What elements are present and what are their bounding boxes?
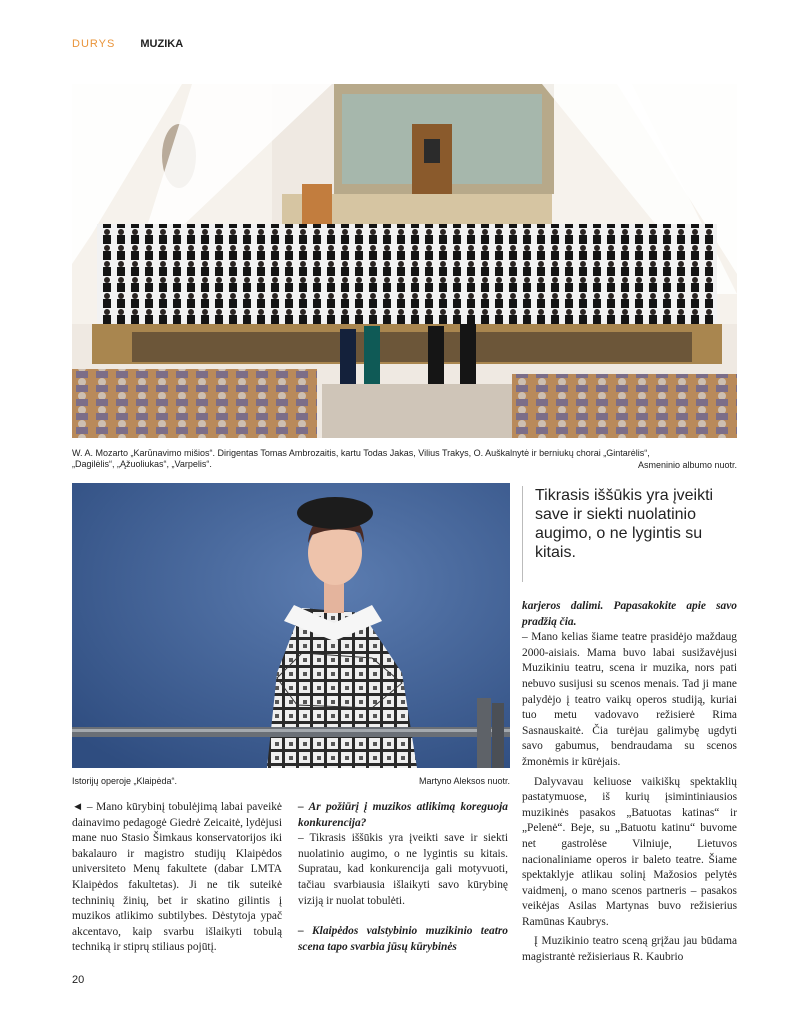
choir-concert-photo xyxy=(72,84,737,438)
opera-photo-caption: Istorijų operoje „Klaipėda“. xyxy=(72,776,178,786)
choir-photo-caption: W. A. Mozarto „Karūnavimo mišios“. Dirigentas Tomas Ambrozaitis, kartu Todas Jakas, Vilius Trakys, O. Auškalnytė ir berniukų chorai „Gintarėlis“, „Dagilėlis“, „Ąžuoliukas“, „Varpelis“. xyxy=(72,448,650,469)
opera-photo-credit: Martyno Aleksos nuotr. xyxy=(418,776,510,786)
interview-question: – Klaipėdos valstybinio muzikinio teatro scena tapo svarbia jūsų kūrybinės xyxy=(298,925,508,953)
page-number: 20 xyxy=(72,974,85,986)
page-header xyxy=(72,38,183,50)
interview-answer: – Mano kelias šiame teatre prasidėjo maždaug 2000-aisiais. Mama buvo labai susižavėjusi Muzikiniu teatru, scena ir muzika, nors pati nebuvo susijusi su scenos menais. Tad ji mane palydėjo į teatro vaikų operos studiją, kuriai tuo metu vadovavo režisierė Rima Sasnauskaitė. Čia turėjau galimybę ugdyti savo gabumus, bendraudama su scenos žmonėmis ir kūrėjais. xyxy=(522,631,737,768)
magazine-brand: DURYS xyxy=(72,38,116,50)
choir-photo-credit: Asmeninio albumo nuotr. xyxy=(637,460,737,470)
interview-question-end: karjeros dalimi. Papasakokite apie savo pradžią čia. xyxy=(522,600,737,628)
interview-question: – Ar požiūrį į muzikos atlikimą koreguoja konkurencija? xyxy=(298,801,508,829)
paragraph: ◄ – Mano kūrybinį tobulėjimą labai paveikė dainavimo pedagogė Giedrė Zeicaitė, lydėjusi mane nuo Stasio Šimkaus konservatorijos iki bakalauro ir magistro studijų Klaipėdos universiteto Menų fakultete (dabar LMTA Klaipėdos fakultetas). Ji ne tik suteikė techninių žinių, bet ir skatino gilintis į muzikos atlikimo subtilybes. Dėstytoja ypač akcentavo, kaip svarbu išlaikyti tobulą techniką ir stiprų stiliaus pojūtį. xyxy=(72,801,282,954)
opera-singer-photo xyxy=(72,483,510,768)
article-column-3 xyxy=(522,599,737,966)
paragraph: Į Muzikinio teatro sceną grįžau jau būdama magistrantė režisieriaus R. Kaubrio xyxy=(522,935,737,964)
article-column-1 xyxy=(72,800,282,956)
continuation-arrow-icon: ◄ xyxy=(72,801,84,813)
pull-quote: Tikrasis iššūkis yra įveikti save ir siekti nuolatinio augimo, o ne lygintis su kitais. xyxy=(522,486,737,582)
article-column-2 xyxy=(298,800,508,955)
paragraph: Dalyvavau keliuose vaikiškų spektaklių pastatymuose, iš kurių įsimintiniausios muzikinės pasakos „Batuotas katinas“ ir „Pelenė“. Beje, su „Batuotu katinu“ buvome net gastrolėse Vilniuje, Lietuvos nacionaliniame operos ir baleto teatre. Šiame spektaklyje atlikau solinį Mažosios pelytės vaidmenį, o mano scenos partneris – pasakos veikėjas Asilas Martynas buvo režisierius Ramūnas Kaubrys. xyxy=(522,775,737,928)
interview-answer: – Tikrasis iššūkis yra įveikti save ir siekti nuolatinio augimo, o ne lygintis su kitais. Supratau, kad konkurencija gali motyvuoti, tačiau svarbiausia išlaikyti savo kūrybinę viziją ir nuolat tobulėti. xyxy=(298,832,508,907)
section-title: MUZIKA xyxy=(140,38,184,50)
